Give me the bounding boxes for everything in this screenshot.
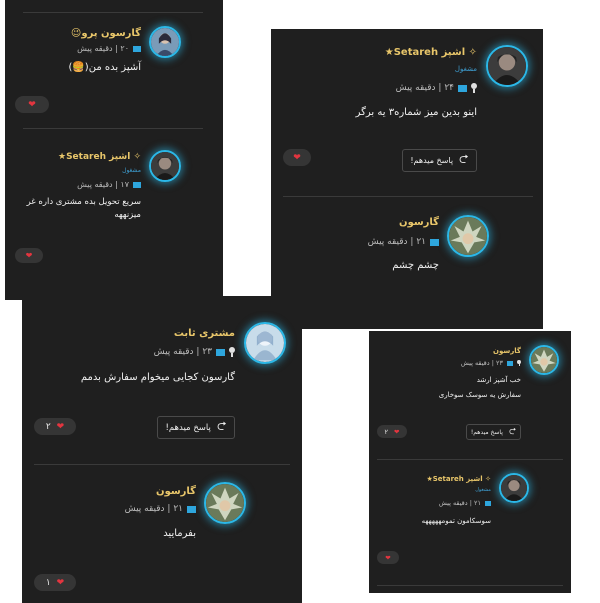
comment-meta (409, 499, 491, 507)
comment-meta (45, 180, 141, 189)
comment-card (22, 296, 302, 458)
avatar[interactable] (499, 473, 529, 503)
comment-time: ۲۱ | دقیقه پیش (124, 504, 183, 514)
comment-time: ۲۴ | دقیقه پیش (395, 83, 454, 93)
like-button[interactable] (15, 248, 43, 263)
reply-label: پاسخ میدهم! (165, 422, 211, 433)
status-badge: مشغول (475, 487, 491, 493)
comment-time: ۱۷ | دقیقه پیش (77, 180, 129, 189)
comment-text: آشپز بده من(🍔) (68, 62, 141, 73)
avatar[interactable] (486, 45, 528, 87)
comment-text-line: سفارش یه سوسک سوخاری (438, 391, 521, 399)
comment-time: ۲۳ | دقیقه پیش (460, 359, 503, 367)
heart-icon: ❤ (385, 553, 391, 562)
comment-time: ۲۱ | دقیقه پیش (438, 499, 481, 507)
like-button[interactable] (15, 96, 49, 113)
flag-icon (485, 501, 491, 506)
like-button[interactable] (34, 574, 76, 591)
reply-icon: ⮌ (459, 152, 469, 166)
comments-panel-3 (22, 296, 302, 603)
comment-text: گارسون کجایی میخوام سفارش بدمم (80, 372, 235, 383)
comment-card (369, 331, 571, 453)
heart-icon: ❤ (28, 99, 36, 110)
commenter-name[interactable]: گارسون (156, 486, 196, 497)
status-badge: مشغول (122, 167, 141, 174)
divider (34, 464, 290, 465)
comment-meta (45, 44, 141, 53)
like-count: ۱ (45, 577, 51, 588)
comment-card (271, 197, 543, 329)
comment-meta (92, 347, 235, 357)
like-button[interactable] (377, 551, 399, 564)
comments-panel-1 (5, 0, 223, 300)
avatar[interactable] (204, 482, 246, 524)
commenter-name[interactable]: مشتری ثابت (173, 328, 235, 339)
heart-icon: ❤ (394, 427, 400, 436)
pin-icon (229, 347, 235, 357)
reply-label: پاسخ میدهم! (410, 156, 454, 165)
flag-icon (507, 361, 513, 366)
avatar[interactable] (447, 215, 489, 257)
comments-panel-4 (369, 331, 571, 593)
divider (23, 128, 203, 129)
comments-panel-2 (271, 29, 543, 329)
comment-card (369, 461, 571, 593)
avatar[interactable] (244, 322, 286, 364)
reply-icon: ⮌ (508, 427, 517, 437)
comment-card (5, 0, 223, 130)
flag-icon (133, 46, 141, 52)
commenter-name[interactable]: ✧ اشپز Setareh★ (57, 152, 141, 162)
divider (377, 459, 563, 460)
commenter-name[interactable]: گارسون (493, 347, 521, 355)
flag-icon (458, 85, 467, 92)
comment-time: ۲۰ | دقیقه پیش (77, 44, 129, 53)
like-count: ۲ (45, 421, 51, 432)
comment-text-line: خب آشپز ارشد (476, 376, 521, 384)
comment-text: سوسکامون تمومهههههه (421, 517, 491, 525)
heart-icon: ❤ (293, 152, 301, 163)
comment-text: چشم چشم (392, 260, 439, 271)
comment-text: بفرمایید (163, 528, 196, 539)
commenter-name[interactable]: گارسون پرو😉 (70, 28, 141, 39)
like-count: ۲ (384, 427, 389, 436)
reply-button[interactable] (402, 149, 477, 172)
avatar[interactable] (149, 26, 181, 58)
like-button[interactable] (34, 418, 76, 435)
heart-icon: ❤ (56, 421, 65, 432)
flag-icon (133, 182, 141, 188)
comment-time: ۲۳ | دقیقه پیش (153, 347, 212, 357)
like-button[interactable] (283, 149, 311, 166)
comment-card (5, 130, 223, 300)
comment-card (271, 29, 543, 194)
pin-icon (517, 360, 521, 367)
reply-button[interactable] (466, 424, 521, 440)
flag-icon (216, 349, 225, 356)
reply-icon: ⮌ (216, 419, 227, 433)
heart-icon: ❤ (56, 577, 65, 588)
comment-card (22, 466, 302, 603)
reply-label: پاسخ میدهم! (470, 428, 503, 436)
heart-icon: ❤ (25, 251, 33, 260)
comment-text: اینو بدین میز شماره۳ یه برگر (355, 107, 477, 118)
flag-icon (430, 239, 439, 246)
pin-icon (471, 83, 477, 93)
comment-time: ۲۱ | دقیقه پیش (367, 237, 426, 247)
comment-meta (92, 504, 196, 514)
flag-icon (187, 506, 196, 513)
comment-meta (361, 83, 477, 93)
comment-meta (341, 237, 439, 247)
commenter-name[interactable]: ✧ اشپز Setareh★ (384, 47, 477, 58)
commenter-name[interactable]: ✧ اشپز Setareh★ (426, 475, 491, 483)
reply-button[interactable] (157, 416, 235, 439)
comment-meta (429, 359, 521, 367)
avatar[interactable] (149, 150, 181, 182)
avatar[interactable] (529, 345, 559, 375)
status-badge: مشغول (454, 65, 477, 73)
like-button[interactable] (377, 425, 407, 438)
comment-text: سریع تحویل بده مشتری داره غر میزنههه (26, 197, 141, 221)
divider (377, 585, 563, 586)
commenter-name[interactable]: گارسون (399, 217, 439, 228)
